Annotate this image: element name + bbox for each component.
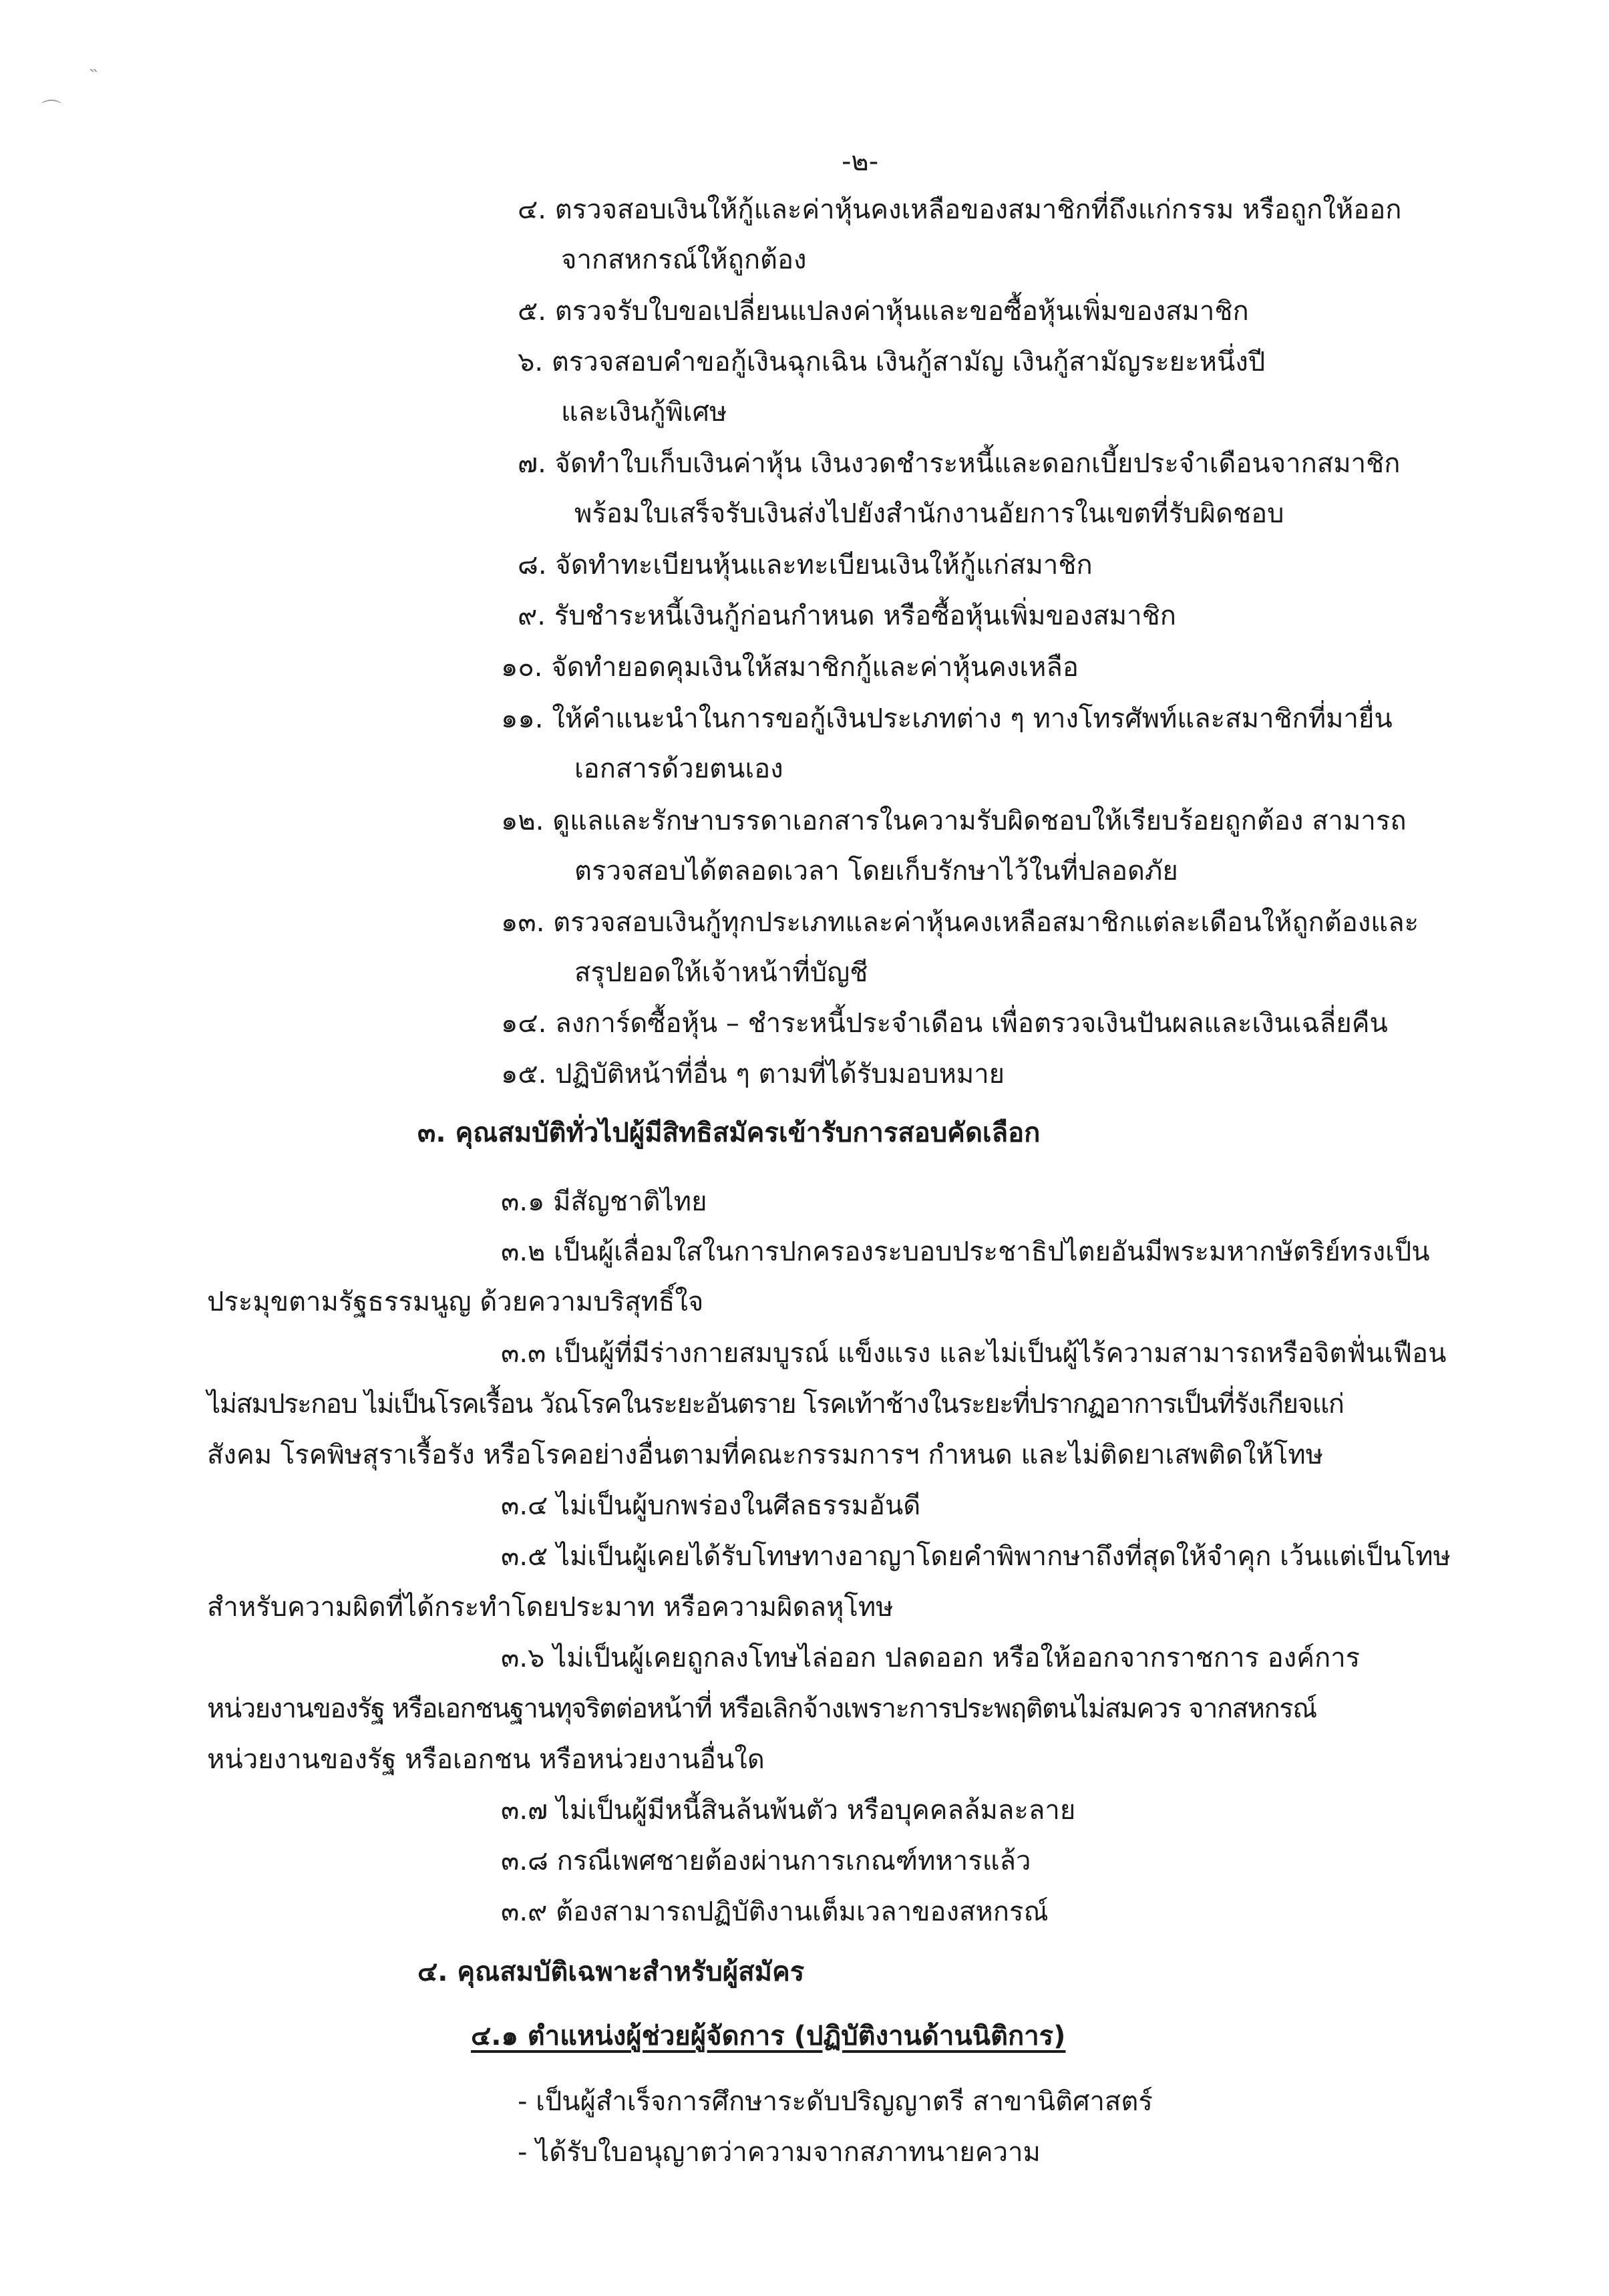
qualification-item: ๓.๘ กรณีเพศชายต้องผ่านการเกณฑ์ทหารแล้ว — [501, 1846, 1031, 1876]
duty-item: ๖. ตรวจสอบคำขอกู้เงินฉุกเฉิน เงินกู้สามัญ เงินกู้สามัญระยะหนึ่งปี — [518, 347, 1266, 377]
qualification-item: ๓.๑ มีสัญชาติไทย — [501, 1186, 707, 1217]
requirement-bullet: - เป็นผู้สำเร็จการศึกษาระดับปริญญาตรี สาขานิติศาสตร์ — [518, 2086, 1153, 2117]
page-number: -๒- — [842, 146, 879, 177]
duty-item-continuation: ตรวจสอบได้ตลอดเวลา โดยเก็บรักษาไว้ในที่ปลอดภัย — [574, 856, 1178, 886]
scan-speck: ⌒ — [41, 99, 61, 122]
qualification-item: ๓.๖ ไม่เป็นผู้เคยถูกลงโทษไล่ออก ปลดออก หรือให้ออกจากราชการ องค์การ — [501, 1643, 1361, 1673]
section-4-heading: ๔. คุณสมบัติเฉพาะสำหรับผู้สมัคร — [417, 1957, 805, 1987]
qualification-item-continuation: สำหรับความผิดที่ได้กระทำโดยประมาท หรือความผิดลหุโทษ — [207, 1592, 894, 1623]
duty-item: ๑๑. ให้คำแนะนำในการขอกู้เงินประเภทต่าง ๆ ทางโทรศัพท์และสมาชิกที่มายื่น — [501, 703, 1393, 734]
qualification-item-continuation: หน่วยงานของรัฐ หรือเอกชนฐานทุจริตต่อหน้าที่ หรือเลิกจ้างเพราะการประพฤติตนไม่สมควร จากสหกรณ์ — [207, 1693, 1316, 1724]
duty-item: ๙. รับชำระหนี้เงินกู้ก่อนกำหนด หรือซื้อหุ้นเพิ่มของสมาชิก — [518, 601, 1177, 631]
qualification-item-continuation: ไม่สมประกอบ ไม่เป็นโรคเรื้อน วัณโรคในระยะอันตราย โรคเท้าช้างในระยะที่ปรากฏอาการเป็นที่รังเกียจแก่ — [207, 1389, 1344, 1420]
duty-item: ๑๕. ปฏิบัติหน้าที่อื่น ๆ ตามที่ได้รับมอบหมาย — [501, 1059, 1005, 1090]
duty-item: ๑๓. ตรวจสอบเงินกู้ทุกประเภทและค่าหุ้นคงเหลือสมาชิกแต่ละเดือนให้ถูกต้องและ — [501, 907, 1419, 938]
requirement-bullet: - ได้รับใบอนุญาตว่าความจากสภาทนายความ — [518, 2137, 1041, 2168]
duty-item-continuation: เอกสารด้วยตนเอง — [574, 754, 783, 784]
duty-item: ๘. จัดทำทะเบียนหุ้นและทะเบียนเงินให้กู้แก่สมาชิก — [518, 550, 1093, 581]
qualification-item: ๓.๒ เป็นผู้เลื่อมใสในการปกครองระบอบประชาธิปไตยอันมีพระมหากษัตริย์ทรงเป็น — [501, 1237, 1430, 1267]
qualification-item: ๓.๙ ต้องสามารถปฏิบัติงานเต็มเวลาของสหกรณ์ — [501, 1897, 1049, 1927]
duty-item: ๗. จัดทำใบเก็บเงินค่าหุ้น เงินงวดชำระหนี้และดอกเบี้ยประจำเดือนจากสมาชิก — [518, 448, 1401, 479]
qualification-item-continuation: ประมุขตามรัฐธรรมนูญ ด้วยความบริสุทธิ์ใจ — [207, 1287, 704, 1317]
duty-item-continuation: พร้อมใบเสร็จรับเงินส่งไปยังสำนักงานอัยการในเขตที่รับผิดชอบ — [574, 498, 1284, 529]
qualification-item: ๓.๗ ไม่เป็นผู้มีหนี้สินล้นพ้นตัว หรือบุคคลล้มละลาย — [501, 1795, 1076, 1826]
qualification-item-continuation: สังคม โรคพิษสุราเรื้อรัง หรือโรคอย่างอื่นตามที่คณะกรรมการฯ กำหนด และไม่ติดยาเสพติดให้โทษ — [207, 1440, 1324, 1470]
qualification-item: ๓.๕ ไม่เป็นผู้เคยได้รับโทษทางอาญาโดยคำพิพากษาถึงที่สุดให้จำคุก เว้นแต่เป็นโทษ — [501, 1541, 1451, 1572]
qualification-item: ๓.๔ ไม่เป็นผู้บกพร่องในศีลธรรมอันดี — [501, 1490, 921, 1521]
duty-item-continuation: สรุปยอดให้เจ้าหน้าที่บัญชี — [574, 957, 868, 988]
section-3-heading: ๓. คุณสมบัติทั่วไปผู้มีสิทธิสมัครเข้ารับการสอบคัดเลือก — [417, 1118, 1041, 1148]
duty-item-continuation: จากสหกรณ์ให้ถูกต้อง — [561, 244, 807, 275]
duty-item: ๑๔. ลงการ์ดซื้อหุ้น – ชำระหนี้ประจำเดือน เพื่อตรวจเงินปันผลและเงินเฉลี่ยคืน — [501, 1008, 1388, 1039]
duty-item-continuation: และเงินกู้พิเศษ — [561, 397, 727, 428]
qualification-item: ๓.๓ เป็นผู้ที่มีร่างกายสมบูรณ์ แข็งแรง และไม่เป็นผู้ไร้ความสามารถหรือจิตฟั่นเฟือน — [501, 1338, 1447, 1369]
qualification-item-continuation: หน่วยงานของรัฐ หรือเอกชน หรือหน่วยงานอื่นใด — [207, 1744, 765, 1775]
duty-item: ๑๒. ดูแลและรักษาบรรดาเอกสารในความรับผิดชอบให้เรียบร้อยถูกต้อง สามารถ — [501, 806, 1407, 836]
position-subheading: ๔.๑ ตำแหน่งผู้ช่วยผู้จัดการ (ปฏิบัติงานด้านนิติการ) — [471, 2021, 1066, 2052]
duty-item: ๑๐. จัดทำยอดคุมเงินให้สมาชิกกู้และค่าหุ้นคงเหลือ — [501, 652, 1079, 683]
duty-item: ๔. ตรวจสอบเงินให้กู้และค่าหุ้นคงเหลือของสมาชิกที่ถึงแก่กรรม หรือถูกให้ออก — [518, 194, 1402, 225]
duty-item: ๕. ตรวจรับใบขอเปลี่ยนแปลงค่าหุ้นและขอซื้อหุ้นเพิ่มของสมาชิก — [518, 296, 1249, 327]
scan-speck: ˵ — [90, 57, 97, 80]
